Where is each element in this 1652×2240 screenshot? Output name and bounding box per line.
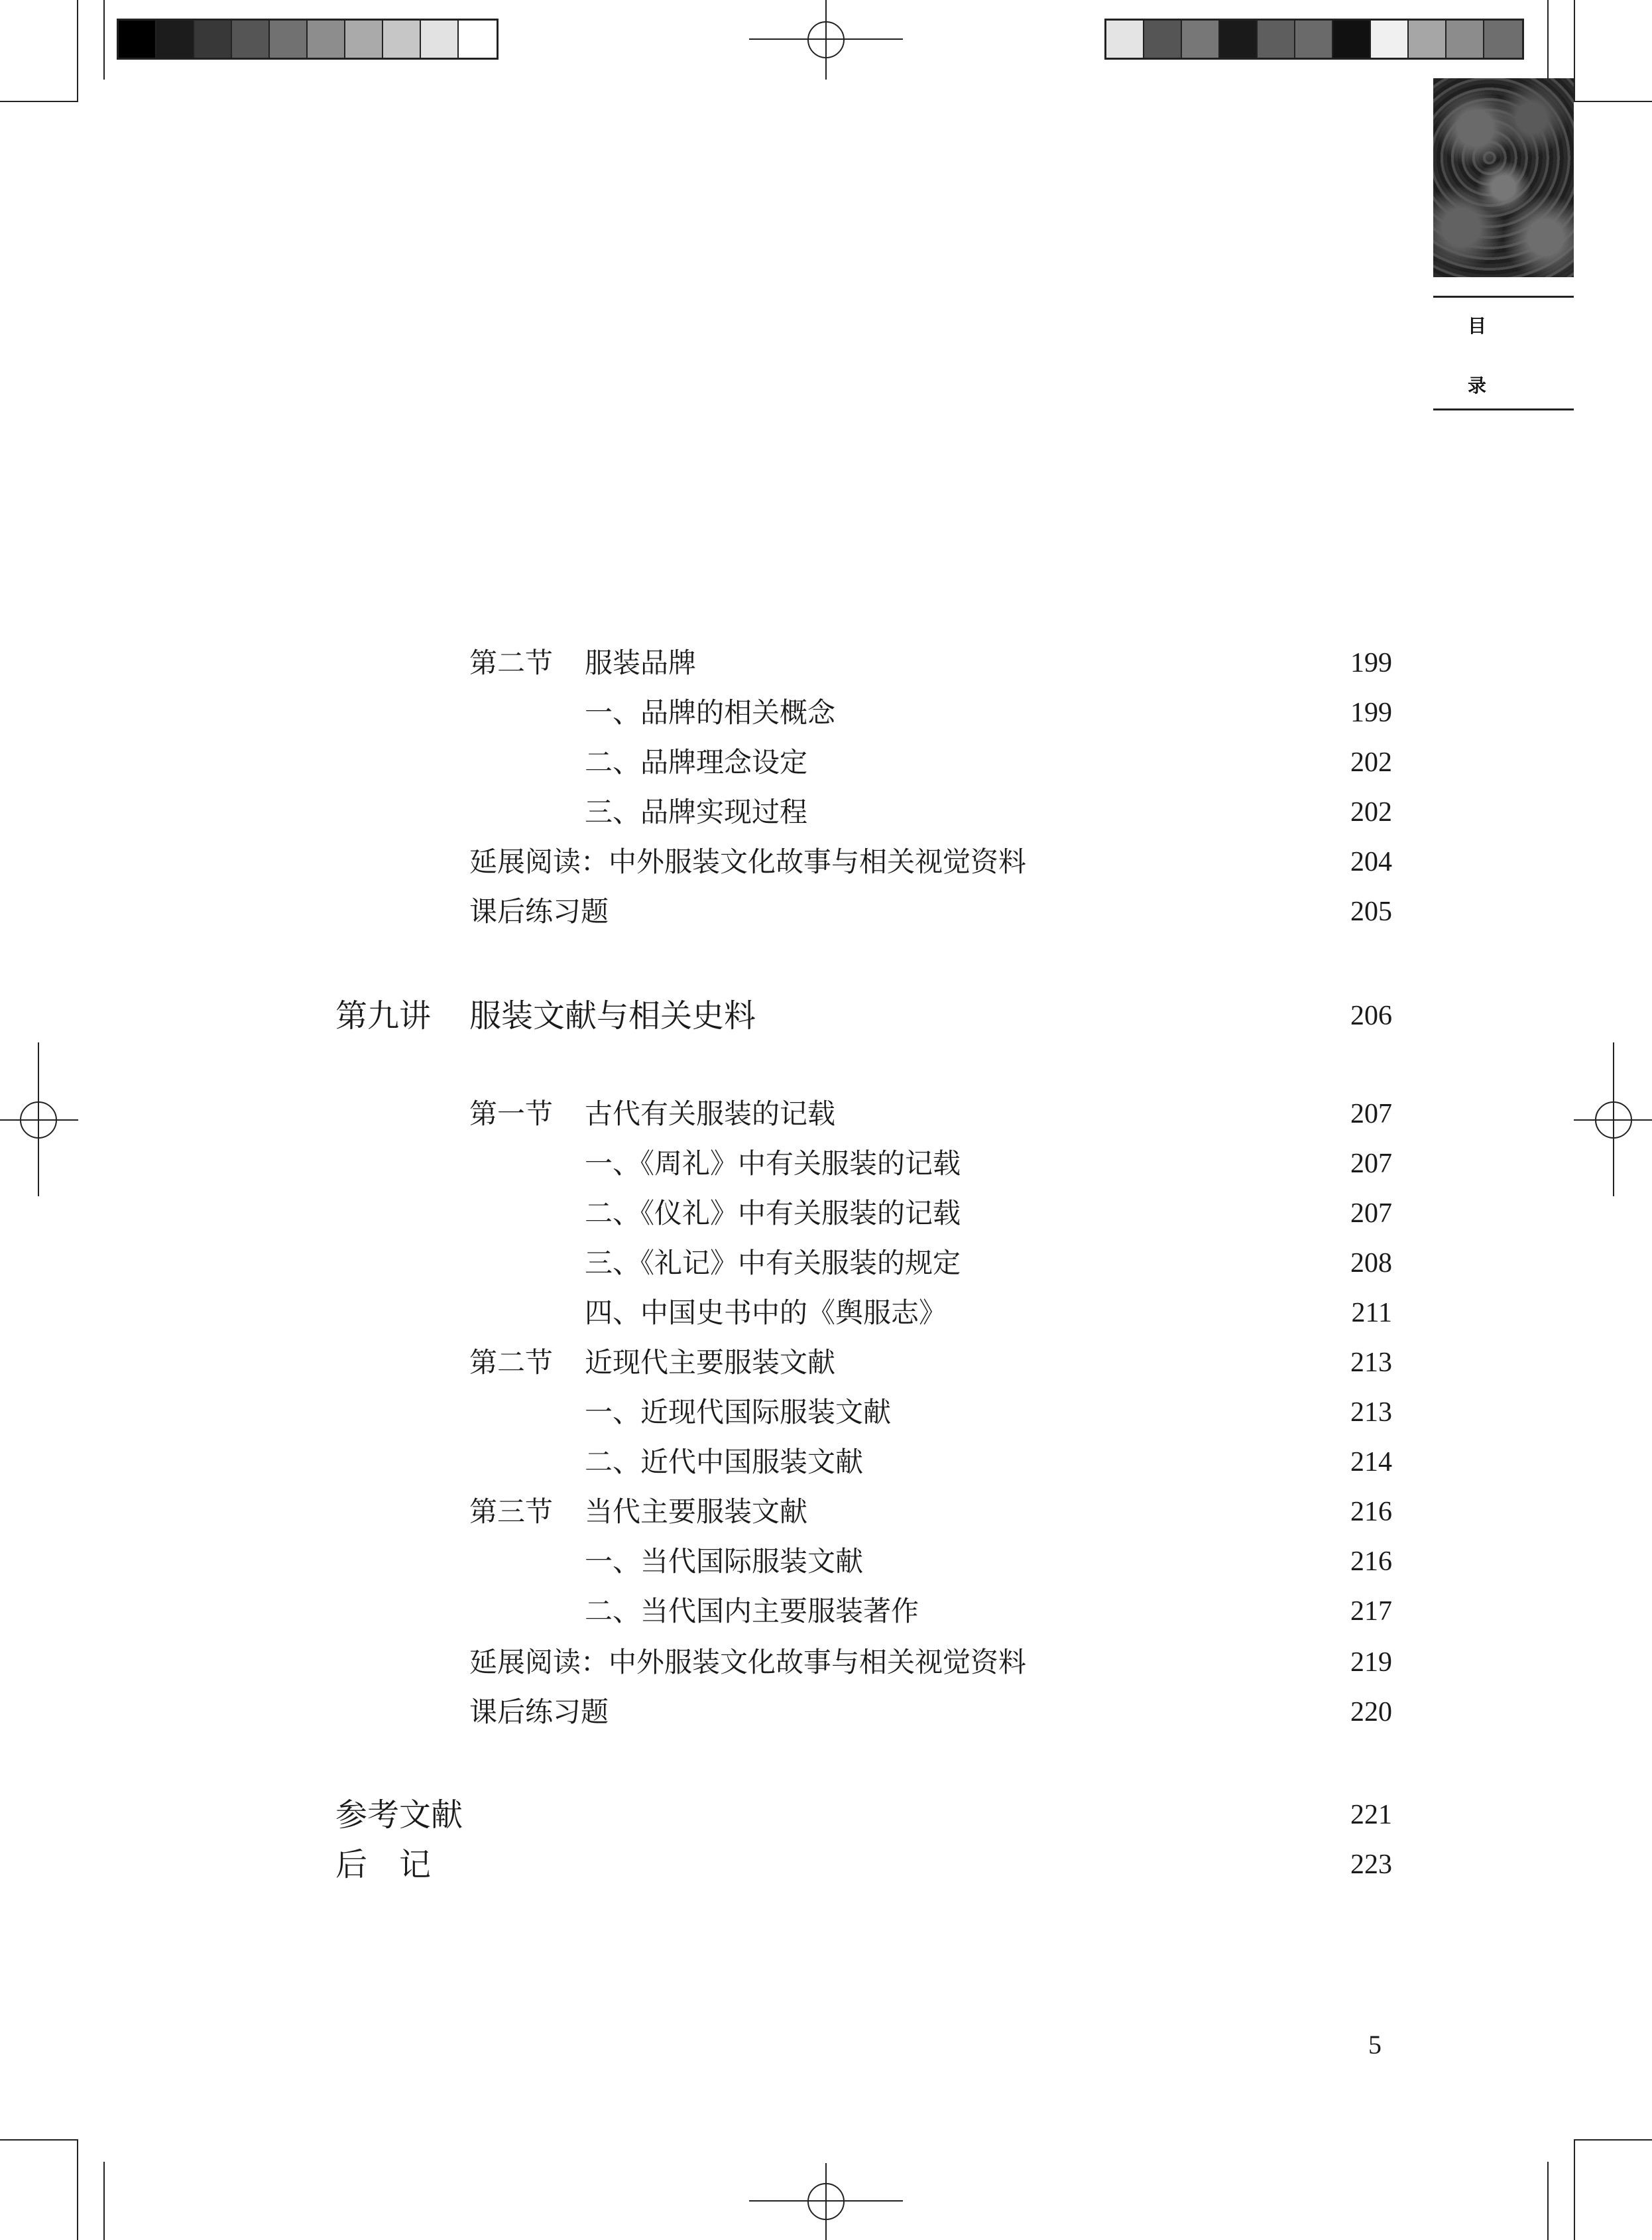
- color-swatch: [345, 21, 383, 58]
- page-number: 205: [1350, 897, 1392, 927]
- subsection-title: 二、品牌理念设定: [585, 746, 808, 778]
- page-number: 199: [1350, 698, 1392, 728]
- toc-entry[interactable]: [0, 1290, 1392, 1336]
- extended-reading-title: 延展阅读：中外服装文化故事与相关视觉资料: [469, 845, 1027, 878]
- exercises-title: 课后练习题: [469, 895, 609, 928]
- page-number: 214: [1350, 1447, 1392, 1477]
- color-swatch: [1371, 21, 1409, 58]
- toc-entry[interactable]: [0, 640, 1392, 686]
- page-number: 206: [1350, 1001, 1392, 1031]
- toc-chapter-entry[interactable]: [0, 993, 1392, 1039]
- subsection-title: 二、当代国内主要服装著作: [585, 1595, 919, 1627]
- color-swatch: [1106, 21, 1144, 58]
- chapter-title: 服装文献与相关史料: [469, 997, 756, 1034]
- cloud-pattern-ornament: [1433, 78, 1574, 277]
- subsection-title: 一、《周礼》中有关服装的记载: [585, 1147, 961, 1180]
- toc-entry[interactable]: [0, 889, 1392, 935]
- page-number: 213: [1350, 1347, 1392, 1378]
- section-title: 古代有关服装的记载: [585, 1097, 836, 1130]
- subsection-title: 一、品牌的相关概念: [585, 696, 836, 729]
- toc-entry[interactable]: [0, 1588, 1392, 1635]
- section-number: 第一节: [469, 1097, 554, 1130]
- extended-reading-title: 延展阅读：中外服装文化故事与相关视觉资料: [469, 1646, 1027, 1678]
- afterword-title: 后 记: [335, 1846, 432, 1883]
- subsection-title: 二、《仪礼》中有关服装的记载: [585, 1197, 961, 1229]
- color-swatch: [459, 21, 497, 58]
- page-number: 216: [1350, 1546, 1392, 1577]
- toc-entry[interactable]: [0, 1538, 1392, 1585]
- section-number: 第三节: [469, 1495, 554, 1528]
- toc-entry[interactable]: [0, 1439, 1392, 1485]
- exercises-title: 课后练习题: [469, 1696, 609, 1728]
- page-number: 202: [1350, 797, 1392, 828]
- page-number: 216: [1350, 1497, 1392, 1527]
- color-swatch: [1484, 21, 1522, 58]
- color-swatch: [270, 21, 308, 58]
- toc-entry[interactable]: [0, 690, 1392, 736]
- toc-entry[interactable]: [0, 1689, 1392, 1735]
- toc-chapter-entry[interactable]: [0, 1841, 1392, 1888]
- calibration-strip-right: [1104, 19, 1524, 60]
- subsection-title: 二、近代中国服装文献: [585, 1446, 864, 1478]
- toc-entry[interactable]: [0, 1091, 1392, 1137]
- section-title: 近现代主要服装文献: [585, 1346, 836, 1379]
- subsection-title: 一、近现代国际服装文献: [585, 1396, 892, 1428]
- color-swatch: [119, 21, 156, 58]
- toc-entry[interactable]: [0, 1240, 1392, 1286]
- toc-entry[interactable]: [0, 1639, 1392, 1686]
- page-number: 202: [1350, 747, 1392, 778]
- page-number: 223: [1350, 1849, 1392, 1880]
- toc-entry[interactable]: [0, 1389, 1392, 1436]
- page-number: 207: [1350, 1149, 1392, 1179]
- color-swatch: [156, 21, 194, 58]
- toc-entry[interactable]: [0, 789, 1392, 836]
- subsection-title: 四、中国史书中的《舆服志》: [585, 1296, 947, 1329]
- page-number: 211: [1351, 1298, 1392, 1328]
- toc-entry[interactable]: [0, 1489, 1392, 1535]
- toc-entry[interactable]: [0, 739, 1392, 786]
- color-swatch: [308, 21, 345, 58]
- calibration-strip-left: [117, 19, 499, 60]
- section-number: 第二节: [469, 1346, 554, 1379]
- section-title: 服装品牌: [585, 647, 697, 679]
- color-swatch: [1333, 21, 1371, 58]
- page-number: 207: [1350, 1198, 1392, 1229]
- toc-entry[interactable]: [0, 1190, 1392, 1237]
- color-swatch: [383, 21, 421, 58]
- header-label-line1: 目: [1468, 315, 1487, 337]
- header-rule-bottom: [1433, 408, 1574, 410]
- references-title: 参考文献: [335, 1796, 463, 1834]
- toc-entry[interactable]: [0, 839, 1392, 885]
- toc-entry[interactable]: [0, 1339, 1392, 1386]
- color-swatch: [421, 21, 459, 58]
- subsection-title: 三、《礼记》中有关服装的规定: [585, 1247, 961, 1279]
- section-number: 第二节: [469, 647, 554, 679]
- page-number: 204: [1350, 847, 1392, 877]
- color-swatch: [1182, 21, 1220, 58]
- page-number: 207: [1350, 1099, 1392, 1129]
- toc-entry[interactable]: [0, 1141, 1392, 1187]
- page-folio: 5: [1368, 2030, 1382, 2060]
- section-title: 当代主要服装文献: [585, 1495, 808, 1528]
- color-swatch: [1446, 21, 1484, 58]
- color-swatch: [1258, 21, 1295, 58]
- subsection-title: 三、品牌实现过程: [585, 796, 808, 828]
- color-swatch: [194, 21, 232, 58]
- page-number: 208: [1350, 1248, 1392, 1278]
- page-number: 219: [1350, 1647, 1392, 1678]
- color-swatch: [232, 21, 270, 58]
- page-number: 213: [1350, 1397, 1392, 1428]
- header-label-line2: 录: [1468, 375, 1487, 397]
- color-swatch: [1144, 21, 1182, 58]
- subsection-title: 一、当代国际服装文献: [585, 1545, 864, 1578]
- toc-chapter-entry[interactable]: [0, 1792, 1392, 1838]
- color-swatch: [1220, 21, 1258, 58]
- header-rule-top: [1433, 296, 1574, 298]
- chapter-number: 第九讲: [335, 997, 432, 1034]
- color-swatch: [1295, 21, 1333, 58]
- color-swatch: [1409, 21, 1446, 58]
- page-number: 220: [1350, 1697, 1392, 1727]
- page-number: 221: [1350, 1800, 1392, 1830]
- page-number: 199: [1350, 648, 1392, 678]
- page-number: 217: [1350, 1596, 1392, 1627]
